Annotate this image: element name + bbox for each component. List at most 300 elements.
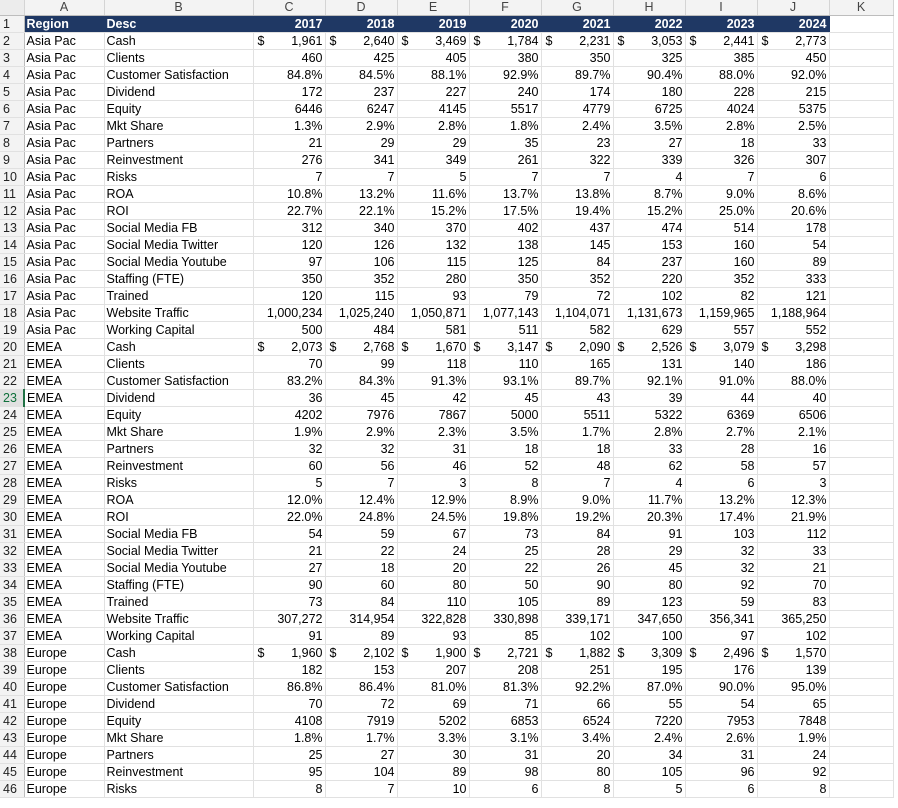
row-number[interactable]: 25 — [0, 424, 24, 441]
empty-cell[interactable] — [829, 509, 893, 526]
cell-value[interactable]: 557 — [685, 322, 757, 339]
cell-region[interactable]: Asia Pac — [24, 33, 104, 50]
cell-value[interactable]: 24.8% — [325, 509, 397, 526]
row-number[interactable]: 10 — [0, 169, 24, 186]
cell-value[interactable]: 80 — [613, 577, 685, 594]
cell-region[interactable]: Asia Pac — [24, 67, 104, 84]
column-header-b[interactable]: B — [104, 0, 253, 16]
cell-value[interactable]: 115 — [325, 288, 397, 305]
cell-value[interactable]: 5 — [613, 781, 685, 798]
cell-value[interactable]: 19.2% — [541, 509, 613, 526]
cell-value[interactable]: 333 — [757, 271, 829, 288]
cell-value[interactable]: 350 — [469, 271, 541, 288]
empty-cell[interactable] — [829, 322, 893, 339]
cell-region[interactable]: EMEA — [24, 628, 104, 645]
cell-currency[interactable] — [541, 33, 613, 50]
cell-value[interactable]: 20.6% — [757, 203, 829, 220]
row-number[interactable]: 36 — [0, 611, 24, 628]
cell-region[interactable]: Asia Pac — [24, 169, 104, 186]
cell-region[interactable]: EMEA — [24, 458, 104, 475]
cell-value[interactable]: 86.4% — [325, 679, 397, 696]
cell-value[interactable]: 339,171 — [541, 611, 613, 628]
cell-value[interactable]: 32 — [253, 441, 325, 458]
cell-value[interactable]: 322 — [541, 152, 613, 169]
cell-value[interactable]: 13.8% — [541, 186, 613, 203]
cell-region[interactable]: Asia Pac — [24, 186, 104, 203]
cell-value[interactable]: 17.5% — [469, 203, 541, 220]
cell-currency[interactable] — [613, 33, 685, 50]
cell-value[interactable]: 102 — [541, 628, 613, 645]
cell-value[interactable]: 98 — [469, 764, 541, 781]
empty-cell[interactable] — [829, 730, 893, 747]
header-cell-year[interactable]: 2019 — [397, 16, 469, 33]
cell-value[interactable]: 460 — [253, 50, 325, 67]
cell-value[interactable]: 330,898 — [469, 611, 541, 628]
header-cell-year[interactable]: 2020 — [469, 16, 541, 33]
cell-value[interactable]: 7 — [325, 781, 397, 798]
empty-cell[interactable] — [829, 577, 893, 594]
cell-value[interactable]: 50 — [469, 577, 541, 594]
cell-value[interactable]: 102 — [613, 288, 685, 305]
cell-value[interactable]: 6 — [685, 475, 757, 492]
cell-value[interactable]: 339 — [613, 152, 685, 169]
cell-value[interactable]: 100 — [613, 628, 685, 645]
cell-value[interactable]: 91 — [253, 628, 325, 645]
cell-value[interactable]: 60 — [325, 577, 397, 594]
cell-value[interactable]: 18 — [469, 441, 541, 458]
cell-value[interactable]: 1,188,964 — [757, 305, 829, 322]
cell-value[interactable]: 340 — [325, 220, 397, 237]
cell-value[interactable]: 8.7% — [613, 186, 685, 203]
cell-value[interactable]: 30 — [397, 747, 469, 764]
row-number[interactable]: 7 — [0, 118, 24, 135]
cell-value[interactable]: 7 — [685, 169, 757, 186]
cell-value[interactable]: 4 — [613, 475, 685, 492]
cell-value[interactable]: 325 — [613, 50, 685, 67]
cell-value[interactable]: 21 — [253, 543, 325, 560]
cell-value[interactable]: 5375 — [757, 101, 829, 118]
cell-value[interactable]: 1.7% — [541, 424, 613, 441]
cell-currency[interactable] — [757, 33, 829, 50]
cell-currency[interactable] — [325, 33, 397, 50]
cell-value[interactable]: 89 — [397, 764, 469, 781]
cell-value[interactable]: 352 — [325, 271, 397, 288]
column-header-k[interactable]: K — [829, 0, 893, 16]
cell-value[interactable]: 2.9% — [325, 424, 397, 441]
cell-value[interactable]: 26 — [541, 560, 613, 577]
cell-desc[interactable]: Customer Satisfaction — [104, 373, 253, 390]
cell-value[interactable]: 80 — [397, 577, 469, 594]
cell-value[interactable]: 145 — [541, 237, 613, 254]
header-cell-year[interactable]: 2023 — [685, 16, 757, 33]
empty-cell[interactable] — [829, 475, 893, 492]
cell-value[interactable]: 178 — [757, 220, 829, 237]
cell-value[interactable]: 6 — [685, 781, 757, 798]
cell-value[interactable]: 511 — [469, 322, 541, 339]
cell-value[interactable]: 1.9% — [757, 730, 829, 747]
row-number[interactable]: 44 — [0, 747, 24, 764]
cell-value[interactable]: 2.8% — [397, 118, 469, 135]
cell-value[interactable]: 92.2% — [541, 679, 613, 696]
cell-value[interactable]: 44 — [685, 390, 757, 407]
cell-value[interactable]: 172 — [253, 84, 325, 101]
cell-value[interactable]: 88.1% — [397, 67, 469, 84]
cell-value[interactable]: 13.2% — [685, 492, 757, 509]
cell-value[interactable]: 8 — [757, 781, 829, 798]
cell-desc[interactable]: Partners — [104, 135, 253, 152]
cell-value[interactable]: 12.3% — [757, 492, 829, 509]
row-number[interactable]: 39 — [0, 662, 24, 679]
cell-value[interactable]: 1,000,234 — [253, 305, 325, 322]
cell-value[interactable]: 314,954 — [325, 611, 397, 628]
column-header-f[interactable]: F — [469, 0, 541, 16]
row-number[interactable]: 28 — [0, 475, 24, 492]
cell-region[interactable]: Europe — [24, 713, 104, 730]
cell-value[interactable]: 1,025,240 — [325, 305, 397, 322]
cell-value[interactable]: 45 — [325, 390, 397, 407]
cell-value[interactable]: 402 — [469, 220, 541, 237]
cell-value[interactable]: 90.0% — [685, 679, 757, 696]
cell-value[interactable]: 85 — [469, 628, 541, 645]
cell-value[interactable]: 52 — [469, 458, 541, 475]
cell-value[interactable]: 3 — [397, 475, 469, 492]
cell-value[interactable]: 6247 — [325, 101, 397, 118]
cell-value[interactable]: 60 — [253, 458, 325, 475]
cell-desc[interactable]: Clients — [104, 50, 253, 67]
cell-value[interactable]: 20 — [397, 560, 469, 577]
row-number[interactable]: 1 — [0, 16, 24, 33]
cell-value[interactable]: 83 — [757, 594, 829, 611]
row-number[interactable]: 4 — [0, 67, 24, 84]
cell-value[interactable]: 89.7% — [541, 67, 613, 84]
cell-value[interactable]: 54 — [685, 696, 757, 713]
cell-value[interactable]: 93.1% — [469, 373, 541, 390]
cell-desc[interactable]: Social Media FB — [104, 220, 253, 237]
cell-value[interactable]: 385 — [685, 50, 757, 67]
cell-value[interactable]: 4 — [613, 169, 685, 186]
empty-cell[interactable] — [829, 101, 893, 118]
cell-value[interactable]: 251 — [541, 662, 613, 679]
cell-value[interactable]: 1.8% — [469, 118, 541, 135]
cell-value[interactable]: 6446 — [253, 101, 325, 118]
cell-value[interactable]: 312 — [253, 220, 325, 237]
header-cell-year[interactable]: 2024 — [757, 16, 829, 33]
cell-value[interactable]: 72 — [541, 288, 613, 305]
column-header-h[interactable]: H — [613, 0, 685, 16]
cell-value[interactable]: 19.4% — [541, 203, 613, 220]
cell-value[interactable]: 80 — [541, 764, 613, 781]
cell-value[interactable]: 1,050,871 — [397, 305, 469, 322]
cell-value[interactable]: 105 — [613, 764, 685, 781]
column-header-g[interactable]: G — [541, 0, 613, 16]
cell-value[interactable]: 2.5% — [757, 118, 829, 135]
cell-region[interactable]: Asia Pac — [24, 322, 104, 339]
cell-region[interactable]: EMEA — [24, 356, 104, 373]
row-number[interactable]: 8 — [0, 135, 24, 152]
cell-region[interactable]: Asia Pac — [24, 118, 104, 135]
row-number[interactable]: 2 — [0, 33, 24, 50]
cell-currency[interactable] — [541, 339, 613, 356]
cell-value[interactable]: 25 — [253, 747, 325, 764]
cell-value[interactable]: 21 — [253, 135, 325, 152]
cell-value[interactable]: 6369 — [685, 407, 757, 424]
row-number[interactable]: 14 — [0, 237, 24, 254]
cell-region[interactable]: EMEA — [24, 509, 104, 526]
cell-currency[interactable] — [325, 645, 397, 662]
column-header-d[interactable]: D — [325, 0, 397, 16]
cell-desc[interactable]: Trained — [104, 288, 253, 305]
cell-value[interactable]: 2.8% — [685, 118, 757, 135]
cell-value[interactable]: 20 — [541, 747, 613, 764]
row-number[interactable]: 21 — [0, 356, 24, 373]
cell-value[interactable]: 1.3% — [253, 118, 325, 135]
cell-value[interactable]: 28 — [685, 441, 757, 458]
cell-value[interactable]: 62 — [613, 458, 685, 475]
cell-value[interactable]: 3.3% — [397, 730, 469, 747]
cell-value[interactable]: 104 — [325, 764, 397, 781]
empty-cell[interactable] — [829, 50, 893, 67]
cell-value[interactable]: 7 — [325, 169, 397, 186]
cell-value[interactable]: 352 — [685, 271, 757, 288]
cell-region[interactable]: EMEA — [24, 441, 104, 458]
cell-value[interactable]: 31 — [469, 747, 541, 764]
cell-value[interactable]: 48 — [541, 458, 613, 475]
cell-value[interactable]: 120 — [253, 237, 325, 254]
cell-value[interactable]: 32 — [685, 560, 757, 577]
cell-value[interactable]: 350 — [541, 50, 613, 67]
cell-value[interactable]: 84 — [541, 526, 613, 543]
cell-value[interactable]: 110 — [469, 356, 541, 373]
cell-value[interactable]: 3.5% — [469, 424, 541, 441]
row-number[interactable]: 46 — [0, 781, 24, 798]
cell-value[interactable]: 5517 — [469, 101, 541, 118]
cell-value[interactable]: 182 — [253, 662, 325, 679]
cell-value[interactable]: 57 — [757, 458, 829, 475]
cell-region[interactable]: EMEA — [24, 543, 104, 560]
cell-value[interactable]: 69 — [397, 696, 469, 713]
empty-cell[interactable] — [829, 16, 893, 33]
cell-value[interactable]: 92 — [685, 577, 757, 594]
cell-value[interactable]: 3.5% — [613, 118, 685, 135]
empty-cell[interactable] — [829, 84, 893, 101]
cell-value[interactable]: 322,828 — [397, 611, 469, 628]
cell-value[interactable]: 83.2% — [253, 373, 325, 390]
empty-cell[interactable] — [829, 747, 893, 764]
cell-currency[interactable] — [253, 339, 325, 356]
empty-cell[interactable] — [829, 764, 893, 781]
cell-currency[interactable] — [685, 339, 757, 356]
cell-value[interactable]: 23 — [541, 135, 613, 152]
cell-value[interactable]: 2.1% — [757, 424, 829, 441]
cell-region[interactable]: Europe — [24, 662, 104, 679]
cell-value[interactable]: 32 — [685, 543, 757, 560]
cell-value[interactable]: 102 — [757, 628, 829, 645]
cell-value[interactable]: 160 — [685, 237, 757, 254]
cell-value[interactable]: 9.0% — [685, 186, 757, 203]
cell-currency[interactable] — [469, 645, 541, 662]
cell-region[interactable]: EMEA — [24, 390, 104, 407]
cell-value[interactable]: 3 — [757, 475, 829, 492]
cell-desc[interactable]: Clients — [104, 662, 253, 679]
cell-region[interactable]: Asia Pac — [24, 305, 104, 322]
cell-desc[interactable]: Risks — [104, 475, 253, 492]
cell-value[interactable]: 95.0% — [757, 679, 829, 696]
cell-value[interactable]: 12.0% — [253, 492, 325, 509]
empty-cell[interactable] — [829, 645, 893, 662]
cell-value[interactable]: 59 — [685, 594, 757, 611]
cell-value[interactable]: 58 — [685, 458, 757, 475]
empty-cell[interactable] — [829, 186, 893, 203]
cell-value[interactable]: 43 — [541, 390, 613, 407]
cell-value[interactable]: 6524 — [541, 713, 613, 730]
cell-value[interactable]: 176 — [685, 662, 757, 679]
cell-value[interactable]: 42 — [397, 390, 469, 407]
row-number[interactable]: 6 — [0, 101, 24, 118]
cell-currency[interactable] — [469, 339, 541, 356]
cell-value[interactable]: 35 — [469, 135, 541, 152]
row-number[interactable]: 40 — [0, 679, 24, 696]
cell-value[interactable]: 7 — [253, 169, 325, 186]
empty-cell[interactable] — [829, 135, 893, 152]
cell-value[interactable]: 29 — [325, 135, 397, 152]
cell-desc[interactable]: ROI — [104, 203, 253, 220]
cell-value[interactable]: 16 — [757, 441, 829, 458]
cell-value[interactable]: 350 — [253, 271, 325, 288]
cell-value[interactable]: 2.9% — [325, 118, 397, 135]
cell-region[interactable]: EMEA — [24, 594, 104, 611]
cell-region[interactable]: Asia Pac — [24, 237, 104, 254]
cell-value[interactable]: 6 — [757, 169, 829, 186]
cell-value[interactable]: 2.3% — [397, 424, 469, 441]
cell-value[interactable]: 13.2% — [325, 186, 397, 203]
cell-value[interactable]: 8 — [541, 781, 613, 798]
empty-cell[interactable] — [829, 339, 893, 356]
cell-region[interactable]: Asia Pac — [24, 271, 104, 288]
cell-region[interactable]: EMEA — [24, 492, 104, 509]
cell-value[interactable]: 19.8% — [469, 509, 541, 526]
cell-desc[interactable]: Equity — [104, 407, 253, 424]
row-number[interactable]: 41 — [0, 696, 24, 713]
cell-value[interactable]: 4108 — [253, 713, 325, 730]
cell-value[interactable]: 89 — [325, 628, 397, 645]
cell-value[interactable]: 365,250 — [757, 611, 829, 628]
empty-cell[interactable] — [829, 611, 893, 628]
cell-value[interactable]: 1,077,143 — [469, 305, 541, 322]
cell-value[interactable]: 89.7% — [541, 373, 613, 390]
cell-value[interactable]: 31 — [685, 747, 757, 764]
cell-value[interactable]: 45 — [469, 390, 541, 407]
row-number[interactable]: 37 — [0, 628, 24, 645]
cell-value[interactable]: 582 — [541, 322, 613, 339]
row-number[interactable]: 9 — [0, 152, 24, 169]
cell-value[interactable]: 370 — [397, 220, 469, 237]
cell-value[interactable]: 140 — [685, 356, 757, 373]
cell-value[interactable]: 208 — [469, 662, 541, 679]
empty-cell[interactable] — [829, 492, 893, 509]
cell-value[interactable]: 24 — [757, 747, 829, 764]
cell-value[interactable]: 9.0% — [541, 492, 613, 509]
cell-value[interactable]: 22.1% — [325, 203, 397, 220]
cell-value[interactable]: 33 — [757, 135, 829, 152]
cell-desc[interactable]: ROA — [104, 492, 253, 509]
cell-value[interactable]: 18 — [685, 135, 757, 152]
cell-value[interactable]: 90.4% — [613, 67, 685, 84]
cell-value[interactable]: 15.2% — [613, 203, 685, 220]
row-number[interactable]: 22 — [0, 373, 24, 390]
empty-cell[interactable] — [829, 118, 893, 135]
cell-value[interactable]: 276 — [253, 152, 325, 169]
empty-cell[interactable] — [829, 662, 893, 679]
cell-value[interactable]: 2.7% — [685, 424, 757, 441]
cell-region[interactable]: Europe — [24, 764, 104, 781]
cell-value[interactable]: 99 — [325, 356, 397, 373]
cell-desc[interactable]: Customer Satisfaction — [104, 679, 253, 696]
cell-value[interactable]: 3.1% — [469, 730, 541, 747]
row-number[interactable]: 12 — [0, 203, 24, 220]
cell-value[interactable]: 5 — [397, 169, 469, 186]
row-number[interactable]: 38 — [0, 645, 24, 662]
cell-desc[interactable]: Staffing (FTE) — [104, 271, 253, 288]
row-number[interactable]: 3 — [0, 50, 24, 67]
header-cell-year[interactable]: 2022 — [613, 16, 685, 33]
cell-value[interactable]: 437 — [541, 220, 613, 237]
empty-cell[interactable] — [829, 526, 893, 543]
column-header-e[interactable]: E — [397, 0, 469, 16]
cell-value[interactable]: 1,159,965 — [685, 305, 757, 322]
empty-cell[interactable] — [829, 628, 893, 645]
cell-region[interactable]: Asia Pac — [24, 135, 104, 152]
row-number[interactable]: 5 — [0, 84, 24, 101]
cell-region[interactable]: Europe — [24, 730, 104, 747]
cell-value[interactable]: 474 — [613, 220, 685, 237]
cell-value[interactable]: 139 — [757, 662, 829, 679]
cell-value[interactable]: 5000 — [469, 407, 541, 424]
header-cell-year[interactable]: 2018 — [325, 16, 397, 33]
cell-desc[interactable]: Website Traffic — [104, 611, 253, 628]
cell-value[interactable]: 7220 — [613, 713, 685, 730]
cell-region[interactable]: EMEA — [24, 373, 104, 390]
cell-value[interactable]: 165 — [541, 356, 613, 373]
cell-value[interactable]: 307,272 — [253, 611, 325, 628]
cell-value[interactable]: 40 — [757, 390, 829, 407]
cell-value[interactable]: 15.2% — [397, 203, 469, 220]
cell-desc[interactable]: Trained — [104, 594, 253, 611]
cell-value[interactable]: 307 — [757, 152, 829, 169]
cell-value[interactable]: 207 — [397, 662, 469, 679]
row-number[interactable]: 27 — [0, 458, 24, 475]
cell-value[interactable]: 484 — [325, 322, 397, 339]
cell-value[interactable]: 7 — [541, 169, 613, 186]
cell-value[interactable]: 70 — [253, 696, 325, 713]
empty-cell[interactable] — [829, 390, 893, 407]
cell-value[interactable]: 126 — [325, 237, 397, 254]
cell-value[interactable]: 59 — [325, 526, 397, 543]
cell-region[interactable]: Europe — [24, 645, 104, 662]
cell-value[interactable]: 1.7% — [325, 730, 397, 747]
cell-value[interactable]: 84.8% — [253, 67, 325, 84]
cell-value[interactable]: 405 — [397, 50, 469, 67]
empty-cell[interactable] — [829, 560, 893, 577]
empty-cell[interactable] — [829, 33, 893, 50]
header-cell-year[interactable]: 2017 — [253, 16, 325, 33]
cell-value[interactable]: 27 — [253, 560, 325, 577]
empty-cell[interactable] — [829, 237, 893, 254]
empty-cell[interactable] — [829, 152, 893, 169]
cell-value[interactable]: 12.9% — [397, 492, 469, 509]
cell-value[interactable]: 1,131,673 — [613, 305, 685, 322]
cell-region[interactable]: Asia Pac — [24, 84, 104, 101]
cell-value[interactable]: 153 — [613, 237, 685, 254]
